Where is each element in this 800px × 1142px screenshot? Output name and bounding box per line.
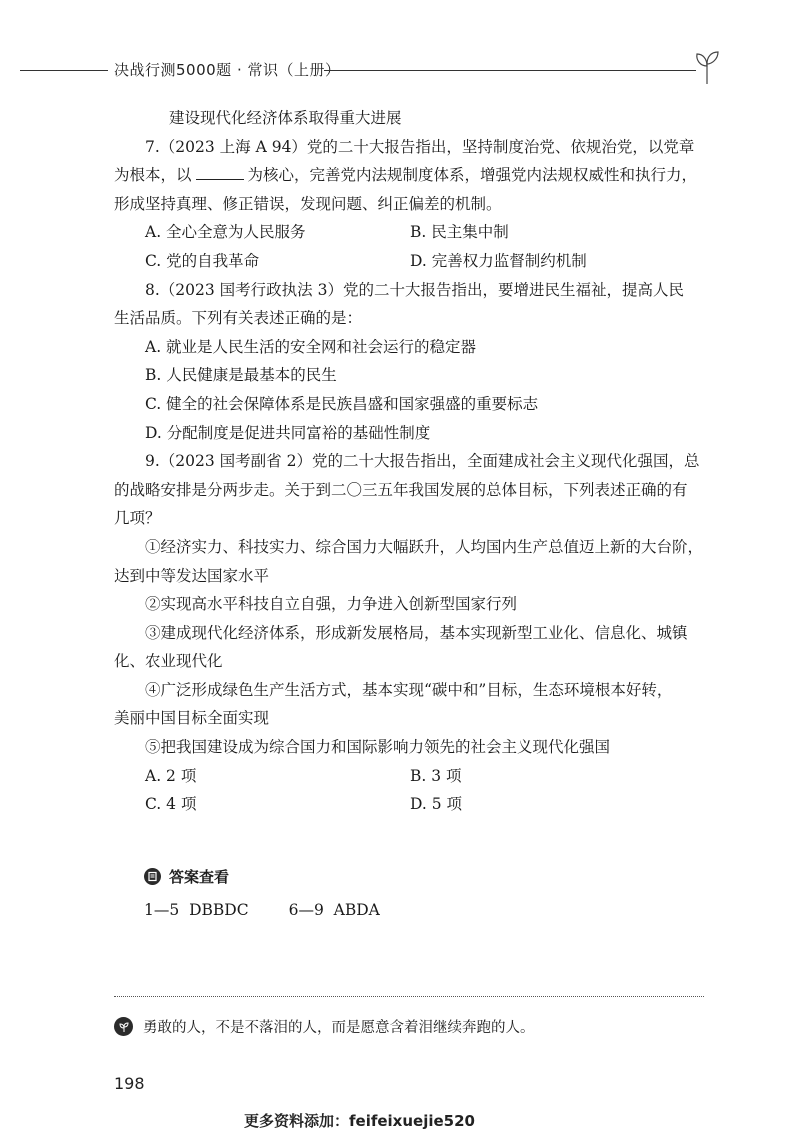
q8-stem-line-1: 8.（2023 国考行政执法 3）党的二十大报告指出，要增进民生福祉，提高人民 — [145, 280, 684, 299]
q8-option-b: B. 人民健康是最基本的民生 — [145, 366, 337, 385]
q9-item-3-line-2: 化、农业现代化 — [114, 652, 223, 671]
q8-stem-line-2: 生活品质。下列有关表述正确的是： — [114, 309, 363, 328]
q7-stem-line-1: 7.（2023 上海 A 94）党的二十大报告指出，坚持制度治党、依规治党，以党章 — [145, 137, 695, 156]
q7-stem-line-2-start: 为根本，以 — [114, 166, 192, 185]
q9-item-3-line-1: ③建成现代化经济体系，形成新发展格局，基本实现新型工业化、信息化、城镇 — [145, 623, 688, 642]
leaf-icon — [114, 1017, 133, 1036]
q9-option-a: A. 2 项 — [145, 766, 197, 785]
running-header — [0, 56, 800, 86]
page-number: 198 — [114, 1074, 145, 1093]
question-content — [114, 104, 716, 819]
q9-item-2: ②实现高水平科技自立自强，力争进入创新型国家行列 — [145, 595, 518, 614]
answer-blank — [196, 165, 244, 180]
header-rule-right — [324, 70, 696, 71]
question-9 — [114, 447, 716, 819]
q9-item-4-line-1: ④广泛形成绿色生产生活方式，基本实现“碳中和”目标，生态环境根本好转， — [145, 680, 673, 699]
answer-heading — [144, 866, 229, 887]
q9-item-1-line-1: ①经济实力、科技实力、综合国力大幅跃升，人均国内生产总值迈上新的大台阶， — [145, 537, 704, 556]
q8-option-d: D. 分配制度是促进共同富裕的基础性制度 — [145, 423, 431, 442]
q9-stem-line-3: 几项？ — [114, 509, 161, 528]
q9-stem-line-2: 的战略安排是分两步走。关于到二〇三五年我国发展的总体目标，下列表述正确的有 — [114, 480, 688, 499]
q7-options-row-2 — [114, 247, 716, 276]
answer-group-1: 1—5 DBBDC — [144, 901, 249, 919]
sprout-icon — [692, 44, 722, 84]
answer-group-2: 6—9 ABDA — [288, 901, 380, 919]
question-7 — [114, 133, 716, 276]
q7-option-d: D. 完善权力监督制约机制 — [410, 251, 587, 270]
motto — [114, 1016, 535, 1037]
q8-option-a: A. 就业是人民生活的安全网和社会运行的稳定器 — [145, 337, 477, 356]
q7-option-b: B. 民主集中制 — [410, 223, 509, 242]
q9-option-d: D. 5 项 — [410, 795, 463, 814]
q9-option-c: C. 4 项 — [145, 795, 197, 814]
q9-options-row-1 — [114, 762, 716, 791]
q7-option-c: C. 党的自我革命 — [145, 251, 260, 270]
q7-stem-line-3: 形成坚持真理、修正错误，发现问题、纠正偏差的机制。 — [114, 194, 502, 213]
answer-key — [144, 901, 380, 919]
motto-text: 勇敢的人，不是不落泪的人，而是愿意含着泪继续奔跑的人。 — [143, 1020, 535, 1036]
book-title: 决战行测5000题 · 常识（上册） — [114, 61, 341, 79]
question-8 — [114, 276, 716, 448]
q8-option-c: C. 健全的社会保障体系是民族昌盛和国家强盛的重要标志 — [145, 394, 539, 413]
q9-item-5: ⑤把我国建设成为综合国力和国际影响力领先的社会主义现代化强国 — [145, 738, 611, 757]
q9-stem-line-1: 9.（2023 国考副省 2）党的二十大报告指出，全面建成社会主义现代化强国，总 — [145, 452, 700, 471]
footer-note: 更多资料添加：feifeixuejie520 — [244, 1112, 475, 1130]
q7-stem-line-2 — [114, 161, 716, 190]
q9-options-row-2 — [114, 790, 716, 819]
q9-item-1-line-2: 达到中等发达国家水平 — [114, 566, 270, 585]
q7-option-a: A. 全心全意为人民服务 — [145, 223, 306, 242]
previous-answer-fragment: 建设现代化经济体系取得重大进展 — [169, 109, 402, 127]
q9-item-4-line-2: 美丽中国目标全面实现 — [114, 709, 270, 728]
dotted-divider — [114, 996, 704, 997]
q7-stem-line-2-end: 为核心，完善党内法规制度体系，增强党内法规权威性和执行力， — [247, 166, 698, 185]
q7-options-row-1 — [114, 218, 716, 247]
answer-icon — [144, 868, 161, 885]
answer-heading-text: 答案查看 — [169, 868, 230, 886]
header-rule-left — [20, 70, 108, 71]
q9-option-b: B. 3 项 — [410, 766, 462, 785]
